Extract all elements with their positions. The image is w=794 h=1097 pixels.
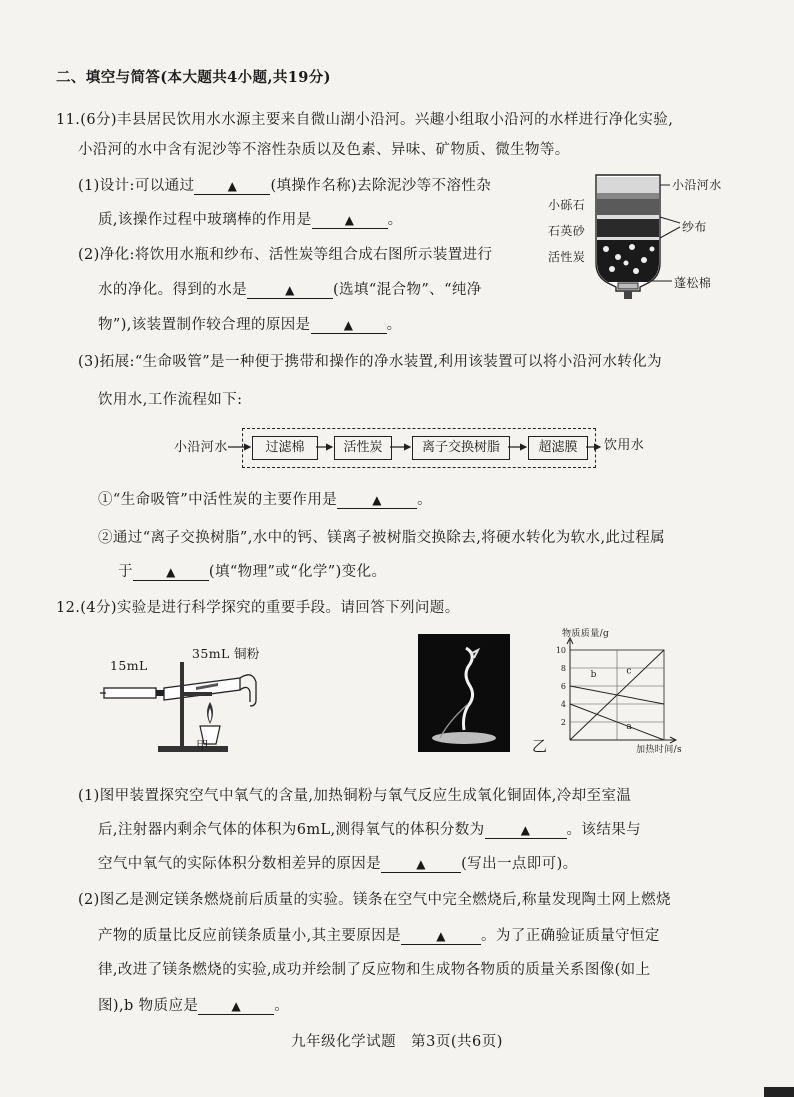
answer-blank[interactable]: ▲ [311,315,387,334]
q11-intro-line2: 小沿河的水中含有泥沙等不溶性杂质以及色素、异味、矿物质、微生物等。 [78,142,570,158]
q11-part3-line1: (3)拓展:“生命吸管”是一种便于携带和操作的净水装置,利用该装置可以将小沿河水转化为 [78,354,663,370]
page-footer: 九年级化学试题 第3页(共6页) [291,1034,503,1050]
bottle-label-cotton: 蓬松棉 [674,276,712,290]
scan-edge-mark [764,1087,794,1097]
chart-curve-label-b: b [590,670,597,680]
flow-end: 饮用水 [604,438,645,453]
chart-y-tick-label: 2 [560,718,566,727]
answer-blank[interactable]: ▲ [401,926,481,945]
section-title: 二、填空与简答(本大题共4小题,共19分) [56,69,331,86]
chart-xlabel: 加热时间/s [636,745,683,755]
bottle-label-quartz: 石英砂 [548,224,586,238]
chart-curve-label-a: a [626,722,632,733]
q12-part2-line4: 图),b 物质应是 ▲ 。 [98,998,290,1014]
flow-step-2: 活性炭 [334,436,392,460]
chart-y-tick-label: 8 [560,664,566,673]
answer-blank[interactable]: ▲ [247,280,333,299]
q11-part2-line1: (2)净化:将饮用水瓶和纱布、活性炭等组合成右图所示装置进行 [78,247,493,263]
syringe-volume-label: 15mL [110,658,148,673]
chart-y-tick-label: 4 [560,700,566,709]
q12-part1-line2: 后,注射器内剩余气体的体积为6mL,测得氧气的体积分数为 ▲ 。该结果与 [98,822,642,838]
q11-sub2-line2: 于 ▲ (填“物理”或“化学”)变化。 [118,564,387,580]
q12-part1-line1: (1)图甲装置探究空气中氧气的含量,加热铜粉与氧气反应生成氧化铜固体,冷却至室温 [78,788,632,804]
q11-part3-line2: 饮用水,工作流程如下: [98,392,243,408]
flow-step-3: 离子交换树脂 [412,436,510,460]
figure-caption-yi: 乙 [532,737,548,755]
answer-blank[interactable]: ▲ [312,210,388,229]
q11-sub2-line1: ②通过“离子交换树脂”,水中的钙、镁离子被树脂交换除去,将硬水转化为软水,此过程属 [98,530,666,546]
bottle-label-carbon: 活性炭 [548,250,586,264]
answer-blank[interactable]: ▲ [133,562,209,581]
q12-part2-line1: (2)图乙是测定镁条燃烧前后质量的实验。镁条在空气中完全燃烧后,称量发现陶土网上燃烧 [78,892,671,908]
mass-time-chart-svg [530,628,710,760]
q11-part1-line1: (1)设计:可以通过 ▲ (填操作名称)去除泥沙等不溶性杂 [78,178,492,194]
q11-part1-line2: 质,该操作过程中玻璃棒的作用是 ▲ 。 [98,212,403,228]
flow-step-4: 超滤膜 [528,436,588,460]
answer-blank[interactable]: ▲ [194,176,270,195]
q12-intro: 12.(4分)实验是进行科学探究的重要手段。请回答下列问题。 [56,600,460,616]
flow-arrows [168,426,668,470]
mass-time-chart [530,628,710,760]
chart-y-tick-label: 6 [560,682,566,691]
bottle-label-cloth: 纱布 [682,220,707,234]
copper-apparatus-figure [100,640,300,756]
answer-blank[interactable]: ▲ [485,820,567,839]
chart-curve-label-c: c [626,666,632,677]
figure-caption-jia: 甲 [196,738,209,753]
answer-blank[interactable]: ▲ [381,854,461,873]
flow-step-1: 过滤棉 [252,436,318,460]
bottle-label-river-water: 小沿河水 [672,178,722,192]
chart-y-tick-label: 10 [555,646,566,655]
q11-intro-line1: 11.(6分)丰县居民饮用水水源主要来自微山湖小沿河。兴趣小组取小沿河的水样进行净化实验, [56,112,674,128]
life-straw-flow [168,426,668,470]
q12-part1-line3: 空气中氧气的实际体积分数相差异的原因是 ▲ (写出一点即可)。 [98,856,578,872]
bottle-filter-figure [540,165,730,315]
tube-volume-label: 35mL [192,646,230,661]
magnesium-burning-photo [418,634,510,752]
q11-part2-line2: 水的净化。得到的水是 ▲ (选填“混合物”、“纯净 [98,282,482,298]
answer-blank[interactable]: ▲ [337,490,417,509]
copper-powder-label: 铜粉 [234,646,260,661]
q11-part2-line3: 物”),该装置制作较合理的原因是 ▲ 。 [98,317,402,333]
q12-part2-line3: 律,改进了镁条燃烧的实验,成功并绘制了反应物和生成物各物质的质量关系图像(如上 [98,962,651,978]
magnesium-flame-image [418,634,510,752]
answer-blank[interactable]: ▲ [198,996,274,1015]
bottle-label-gravel: 小砾石 [548,198,586,212]
q12-part2-line2: 产物的质量比反应前镁条质量小,其主要原因是 ▲ 。为了正确验证质量守恒定 [98,928,660,944]
flow-start: 小沿河水 [174,440,228,455]
chart-ylabel: 物质质量/g [562,629,610,639]
q11-sub1: ①“生命吸管”中活性炭的主要作用是 ▲ 。 [98,492,433,508]
